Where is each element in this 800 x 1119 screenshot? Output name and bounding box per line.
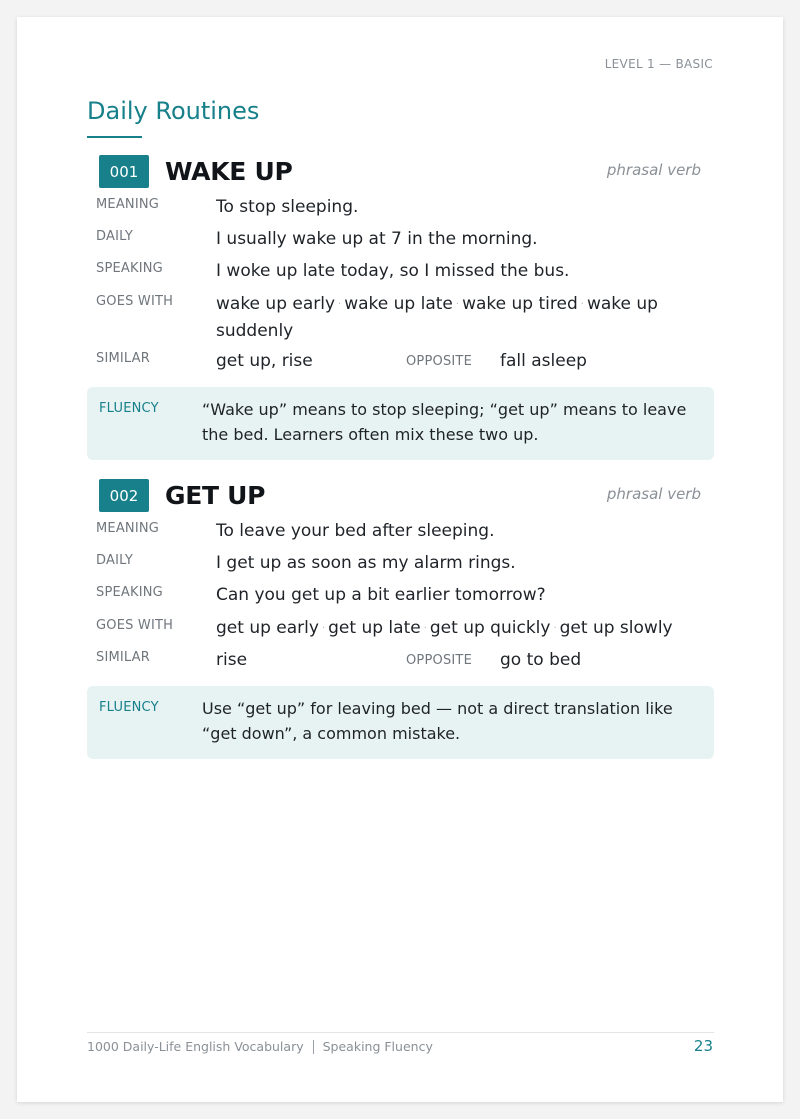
collocation: get up late xyxy=(328,618,421,638)
meaning-label: MEANING xyxy=(96,521,160,536)
speaking-label: SPEAKING xyxy=(96,261,163,276)
similar-value: get up, rise xyxy=(216,351,313,371)
daily-example: I get up as soon as my alarm rings. xyxy=(216,553,516,573)
separator-dot: · xyxy=(423,623,427,634)
part-of-speech: phrasal verb xyxy=(606,485,701,503)
collocation: get up slowly xyxy=(559,618,673,638)
entry-headword: GET UP xyxy=(165,481,266,510)
section-title: Daily Routines xyxy=(87,97,260,125)
meaning-label: MEANING xyxy=(96,197,160,212)
page xyxy=(17,17,783,1102)
level-label: LEVEL 1 — BASIC xyxy=(604,57,713,71)
fluency-label: FLUENCY xyxy=(99,700,159,715)
meaning-value: To leave your bed after sleeping. xyxy=(216,521,495,541)
collocation: wake up tired xyxy=(462,294,578,314)
goes-with-label: GOES WITH xyxy=(96,294,174,309)
footer-book-title: 1000 Daily-Life English Vocabulary xyxy=(87,1039,304,1054)
entry-number-badge: 002 xyxy=(99,479,149,512)
entry-number-badge: 001 xyxy=(99,155,149,188)
collocation: get up early xyxy=(216,618,319,638)
entry-headword: WAKE UP xyxy=(165,157,293,186)
opposite-value: fall asleep xyxy=(500,351,587,371)
collocation: wake up early xyxy=(216,294,336,314)
daily-label: DAILY xyxy=(96,553,133,568)
part-of-speech: phrasal verb xyxy=(606,161,701,179)
meaning-value: To stop sleeping. xyxy=(216,197,359,217)
speaking-example: I woke up late today, so I missed the bus. xyxy=(216,261,570,281)
separator-dot: · xyxy=(338,299,342,310)
similar-label: SIMILAR xyxy=(96,351,151,366)
footer-separator xyxy=(313,1040,314,1054)
similar-label: SIMILAR xyxy=(96,650,151,665)
speaking-example: Can you get up a bit earlier tomorrow? xyxy=(216,585,546,605)
speaking-label: SPEAKING xyxy=(96,585,163,600)
opposite-label: OPPOSITE xyxy=(406,653,472,668)
daily-label: DAILY xyxy=(96,229,133,244)
separator-dot: · xyxy=(321,623,326,634)
fluency-text: Use “get up” for leaving bed — not a direct translation like “get down”, a common mistake. xyxy=(202,699,673,743)
collocation-list xyxy=(216,292,661,344)
similar-value: rise xyxy=(216,650,248,670)
section-title-underline xyxy=(87,136,142,138)
separator-dot: · xyxy=(455,299,460,310)
separator-dot: · xyxy=(553,623,557,634)
fluency-text: “Wake up” means to stop sleeping; “get up” means to leave the bed. Learners often mix these two up. xyxy=(202,400,687,444)
opposite-label: OPPOSITE xyxy=(406,354,472,369)
daily-example: I usually wake up at 7 in the morning. xyxy=(216,229,538,249)
fluency-label: FLUENCY xyxy=(99,401,159,416)
collocation: wake up late xyxy=(344,294,453,314)
separator-dot: · xyxy=(580,299,584,310)
footer-subtitle: Speaking Fluency xyxy=(322,1039,433,1054)
footer-book-info xyxy=(87,1039,433,1055)
opposite-value: go to bed xyxy=(500,650,582,670)
page-number: 23 xyxy=(693,1037,713,1055)
footer-divider-line xyxy=(87,1032,714,1033)
fluency-note xyxy=(87,686,714,759)
fluency-note xyxy=(87,387,714,460)
collocation: wake up suddenly xyxy=(216,294,658,341)
collocation-list xyxy=(216,616,696,643)
goes-with-label: GOES WITH xyxy=(96,618,174,633)
collocation: get up quickly xyxy=(429,618,551,638)
